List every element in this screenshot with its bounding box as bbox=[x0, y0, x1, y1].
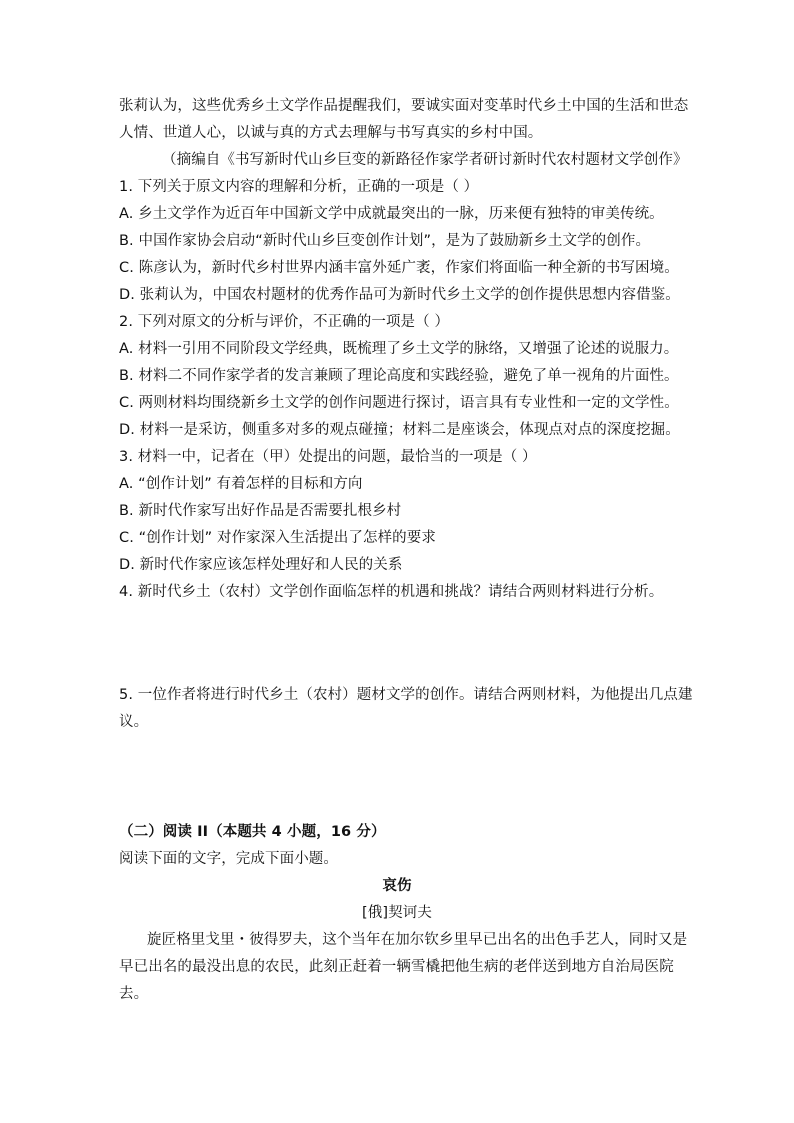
question-1-stem: 1. 下列关于原文内容的理解和分析，正确的一项是（ ） bbox=[119, 179, 479, 195]
question-2-option-b: B. 材料二不同作家学者的发言兼顾了理论高度和实践经验，避免了单一视角的片面性。 bbox=[119, 368, 679, 384]
reading-instruction: 阅读下面的文字，完成下面小题。 bbox=[119, 851, 338, 867]
story-paragraph-line-2: 早已出名的最没出息的农民，此刻正赶着一辆雪橇把他生病的老伴送到地方自治局医院 bbox=[119, 959, 674, 975]
question-1-option-d: D. 张莉认为，中国农村题材的优秀作品可为新时代乡土文学的创作提供思想内容借鉴。 bbox=[119, 287, 680, 303]
story-author: [俄]契诃夫 bbox=[362, 905, 432, 921]
question-1-option-c: C. 陈彦认为，新时代乡村世界内涵丰富外延广袤，作家们将面临一种全新的书写困境。 bbox=[119, 260, 679, 276]
question-3-option-a: A. “创作计划” 有着怎样的目标和方向 bbox=[119, 476, 363, 492]
story-paragraph-line-3: 去。 bbox=[119, 986, 149, 1002]
source-citation: （摘编自《书写新时代山乡巨变的新路径作家学者研讨新时代农村题材文学创作》 bbox=[162, 152, 688, 168]
question-2-option-d: D. 材料一是采访，侧重多对多的观点碰撞；材料二是座谈会，体现点对点的深度挖掘。 bbox=[119, 422, 680, 438]
story-paragraph-line-1: 旋匠格里戈里・彼得罗夫，这个当年在加尔钦乡里早已出名的出色手艺人，同时又是 bbox=[147, 932, 688, 948]
question-2-stem: 2. 下列对原文的分析与评价，不正确的一项是（ ） bbox=[119, 314, 450, 330]
question-1-option-b: B. 中国作家协会启动“新时代山乡巨变创作计划”，是为了鼓励新乡土文学的创作。 bbox=[119, 233, 651, 249]
intro-line-2: 人情、世道人心，以诚与真的方式去理解与书写真实的乡村中国。 bbox=[119, 125, 543, 141]
story-title: 哀伤 bbox=[382, 878, 412, 894]
question-3-option-c: C. “创作计划” 对作家深入生活提出了怎样的要求 bbox=[119, 530, 436, 546]
section-heading: （二）阅读 II（本题共 4 小题，16 分） bbox=[119, 824, 386, 840]
question-2-option-c: C. 两则材料均围绕新乡土文学的创作问题进行探讨，语言具有专业性和一定的文学性。 bbox=[119, 395, 679, 411]
question-3-option-b: B. 新时代作家写出好作品是否需要扎根乡村 bbox=[119, 503, 402, 519]
question-3-option-d: D. 新时代作家应该怎样处理好和人民的关系 bbox=[119, 557, 403, 573]
question-5-line-2: 议。 bbox=[119, 714, 149, 730]
question-3-stem: 3. 材料一中，记者在（甲）处提出的问题，最恰当的一项是（ ） bbox=[119, 449, 537, 465]
question-4-stem: 4. 新时代乡土（农村）文学创作面临怎样的机遇和挑战？请结合两则材料进行分析。 bbox=[119, 584, 664, 600]
intro-line-1: 张莉认为，这些优秀乡土文学作品提醒我们，要诚实面对变革时代乡土中国的生活和世态 bbox=[119, 98, 689, 114]
question-2-option-a: A. 材料一引用不同阶段文学经典，既梳理了乡土文学的脉络，又增强了论述的说服力。 bbox=[119, 341, 679, 357]
question-1-option-a: A. 乡土文学作为近百年中国新文学中成就最突出的一脉，历来便有独特的审美传统。 bbox=[119, 206, 664, 222]
question-5-line-1: 5. 一位作者将进行时代乡土（农村）题材文学的创作。请结合两则材料，为他提出几点建 bbox=[119, 687, 693, 703]
